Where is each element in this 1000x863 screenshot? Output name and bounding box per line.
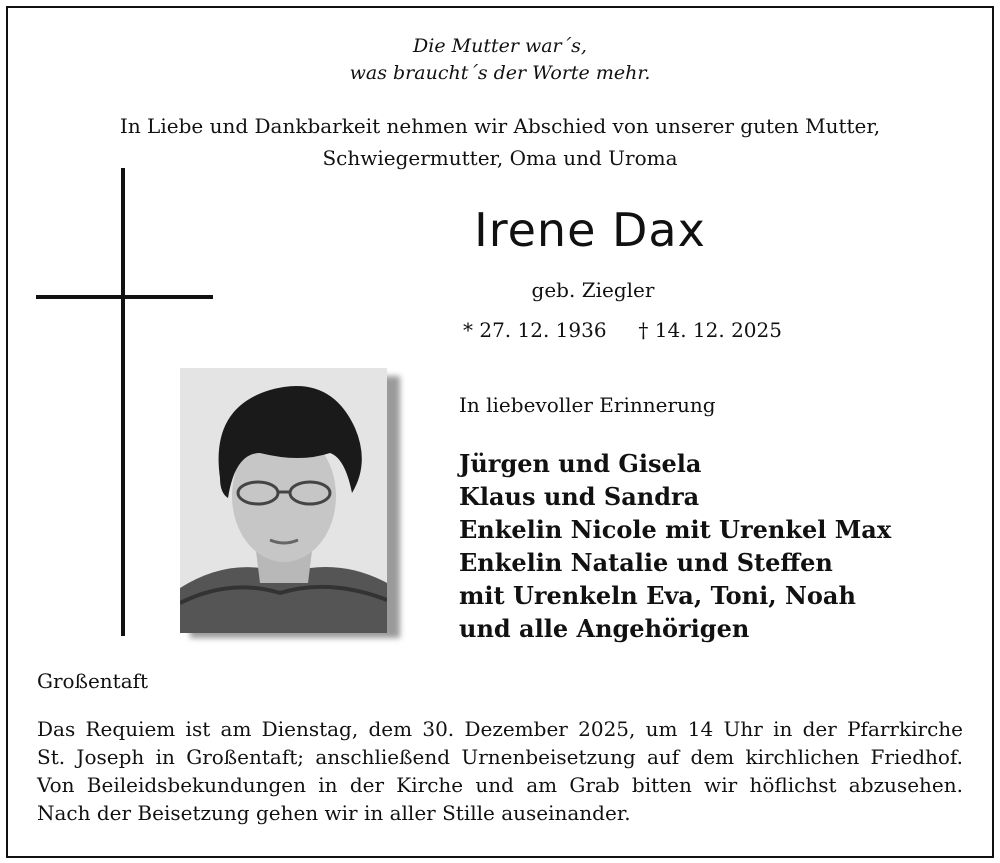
family-entry: mit Urenkeln Eva, Toni, Noah xyxy=(459,581,856,610)
intro-text xyxy=(0,110,1000,174)
memory-line: In liebevoller Erinnerung xyxy=(459,393,716,417)
family-entry: Enkelin Nicole mit Urenkel Max xyxy=(459,515,892,544)
portrait-illustration xyxy=(180,368,387,633)
cross-horizontal-bar xyxy=(36,295,213,299)
funeral-notice xyxy=(37,715,963,827)
death-date: † 14. 12. 2025 xyxy=(638,318,782,342)
family-entry: Klaus und Sandra xyxy=(459,482,700,511)
life-dates xyxy=(463,318,782,342)
motto-line-1: Die Mutter war´s, xyxy=(413,35,587,57)
birth-date: * 27. 12. 1936 xyxy=(463,318,607,342)
family-list xyxy=(459,447,891,645)
notice-line: Nach der Beisetzung gehen wir in aller Stille auseinander. xyxy=(37,801,631,825)
family-entry: und alle Angehörigen xyxy=(459,614,750,643)
born-name: geb. Ziegler xyxy=(531,278,655,302)
family-entry: Jürgen und Gisela xyxy=(459,449,702,478)
intro-line-2: Schwiegermutter, Oma und Uroma xyxy=(322,146,678,170)
family-entry: Enkelin Natalie und Steffen xyxy=(459,548,833,577)
place-name: Großentaft xyxy=(37,669,149,693)
portrait-photo xyxy=(180,368,387,633)
notice-line: Das Requiem ist am Dienstag, dem 30. Dezember 2025, um 14 Uhr in der Pfarrkirche xyxy=(37,717,963,741)
intro-line-1: In Liebe und Dankbarkeit nehmen wir Abschied von unserer guten Mutter, xyxy=(119,114,881,138)
notice-line: St. Joseph in Großentaft; anschließend Urnenbeisetzung auf dem kirchlichen Friedhof. xyxy=(37,745,963,769)
cross-vertical-bar xyxy=(121,168,125,636)
deceased-name: Irene Dax xyxy=(474,203,706,257)
notice-line: Von Beileidsbekundungen in der Kirche und am Grab bitten wir höflichst abzusehen. xyxy=(37,773,963,797)
motto-line-2: was braucht´s der Worte mehr. xyxy=(349,62,651,84)
